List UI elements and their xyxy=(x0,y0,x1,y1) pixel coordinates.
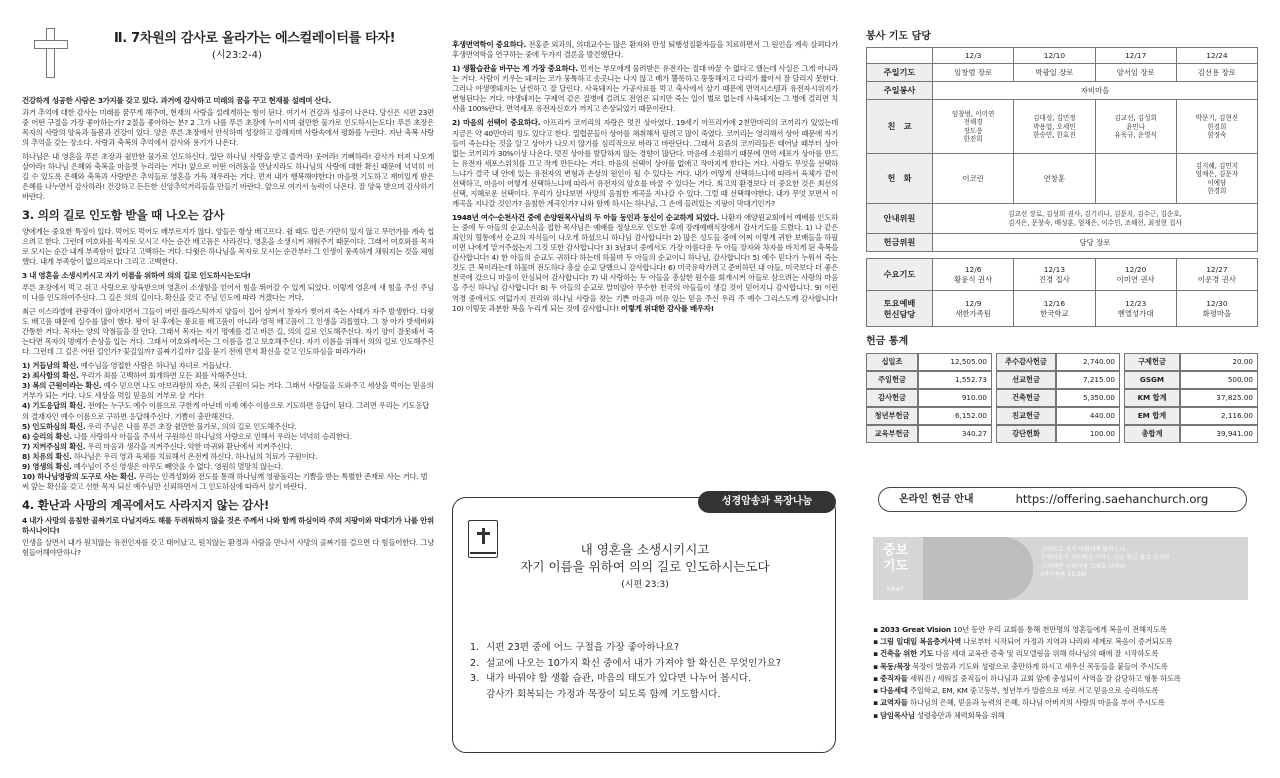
pray-logo: 중보 기도 xyxy=(883,543,909,574)
list-item: ▪ 그림 일대일 복음층거사역 나로부터 시작되어 가정과 지역과 나라와 세계로 복음이 증거되도록 xyxy=(873,636,1258,648)
table-row xyxy=(867,48,1258,64)
online-offering-label: 온라인 헌금 안내 xyxy=(899,493,974,505)
table-row: 친 교 임창범, 이미연 전해경 장도응 한진희 김대성, 김민정 박용업, 오세민 한승민, 한효진 김교선, 김성희 윤민나 유욱규, 운영식 박문기, 김현진 한경희 함정숙 xyxy=(867,100,1258,154)
list-item: 6) 승리의 확신. 나를 사랑하사 아들을 주셔서 구원하신 하나님의 사랑으로 인해서 우리는 넉넉히 승리한다. xyxy=(22,431,352,441)
prayer-topics-list xyxy=(873,624,1258,722)
paragraph: 과거 추억에 대한 감사는 미래를 꿈꾸게 해주며, 현재의 사랑을 설레게하는 힘이 된다. 여기서 건강과 성공이 나온다. 당신은 시편 23편 중 어떤 구절을 가장 좋아하는가? 2절을 좋아하는 분? 2 그가 나를 푸른 초장에 누이시며 쉴만한 물가로 인도하시는도다! 푸른 초장은 목자의 사랑의 양육과 돌봄과 건강이 있다. 양은 푸른 초장에서 안식하며 성장하고 강해지며 사랑속에서 평화를 누린다. 지난 축복 사랑의 추억을 갖는 장소다. 사랑과 축복의 추억에서 감사와 용기가 나온다. xyxy=(22,107,434,148)
list-item: ▪ 건축을 위한 기도 다음 세대 교육관 증축 및 리모델링을 위해 하나님의 때에 잘 시작하도록 xyxy=(873,648,1258,660)
question-item: 감사가 회복되는 가정과 목장이 되도록 함께 기도합시다. xyxy=(486,688,721,700)
memory-verse-card xyxy=(452,497,836,753)
cross-icon xyxy=(34,28,68,78)
table-row: 감사헌금 910.00 건축헌금 5,350.00 KM 합계 37,825.00 xyxy=(866,389,1258,407)
table-row: 주일헌금 1,552.73 선교헌금 7,215.00 GSGM 500.00 xyxy=(866,371,1258,389)
table-row: 헌금위원 담당 장로 xyxy=(867,234,1258,252)
paragraph: 1948년 여수·순천사건 중에 손양원목사님의 두 아들 동인과 동신이 순교하게 되었다. 나환자 애양원교회에서 예배를 인도하는 중에 두 아들의 순교소식을 접한 목사님은 예배를 정상으로 인도한 후에 장례예배식장에서 감사기도를 드렸다. 1) 나 같은 죄인의 혈통에서 순교의 자식들이 나오게 하셨으니 하나님 감사합니다! 2) 많은 성도들 중에 어찌 이렇게 귀한 보배들을 하필이면 나에게 맡겨주셨는지 그것 또한 감사합니다! 3) 3남3녀 중에서도 가장 아름다운 두 아들 장자와 차자를 바치게 된 축복을 감사합니다! 4) 한 아들의 순교도 귀하다 하는데 하물며 두 아들의 순교이니 하나님, 감사합니다! 5) 예수 믿다가 누워서 죽는 것도 큰 복이라는데 하물며 전도하다 총살 순교 당했으니 감사합니다! 6) 미국유학가려고 준비하던 내 아들, 미국보다 더 좋은 천국에 갔으니 마음이 안심되어 감사합니다! 7) 내 사랑하는 두 아들을 총살한 원수를 회개시켜 아들로 삼으려는 사랑의 마음을 주신 하나님 감사합니다! 8) 두 아들의 순교로 말미암아 무수한 천국의 아들들이 생길 것이 믿어지니 감사합니다. 9) 이런 역경 중에서도 여덟가지 진리와 하나님 사랑을 찾는 기쁜 마음과 여유 있는 믿음 주신 우리 주 예수 그리스도께 감사합니다! 10) 이렇듯 과분한 복을 누리게 되는 것에 감사합니다! 이렇게 위대한 감사를 배우자! xyxy=(452,213,838,313)
table-row: 수요기도 12/6 황윤식 권사 12/13 진경 집사 12/20 이미연 권사 12/27 이운경 권사 xyxy=(867,259,1258,291)
memory-verse-tab: 성경암송과 목장나눔 xyxy=(698,491,836,513)
paragraph: 하나님은 내 영혼을 푸른 초장과 쉴만한 물가로 인도하신다. 일단 하나님 사랑을 받고 즐거라! 웃어라! 기뻐하라! 감사가 터져 나오게 살아라! 하나님 은혜와 축복을 마음껏 누리라는 거다! 앞으로 어떤 어려움을 만날지라도 하나님의 사랑에 대한 확신 때문에 넉넉히 이길 수 있도록 은혜와 축복과 사랑받은 추억들로 영혼을 가득 채우라는 거다. 먼저 내가 행복해야한다! 마음껏 기도하고 재미있게 받은 은혜를 나누면서 감사하라! 건강하고 든든한 신앙추억거리들을 만들기 바란다. 앞으로 여기서 능력이 나온다. 잘 양육 받으며 감사하기 바란다. xyxy=(22,152,434,202)
assurance-list xyxy=(22,361,434,492)
intercession-banner xyxy=(873,537,1248,600)
list-item: 3) 복의 근원이라는 확신. 예수 믿으면 나도 아브라함의 자손, 복의 근원이 되는 거다. 그래서 사람들을 도와주고 세상을 먹이는 믿음의 거부가 되는 거다. 나도 세상을 먹일 믿음의 거부로 살 거다! xyxy=(22,381,434,401)
table-row: 주일기도 임창범 장로 박광일 장로 양서임 장로 김선용 장로 xyxy=(867,64,1258,82)
list-item: 4) 기도응답의 확신. 전에는 누구도 예수 이름으로 구한게 아닌데 이제 예수 이름으로 기도하면 응답이 된다. 그러면 우리는 기도응답의 결재자인 예수 이름으로 구하면 응답해주신다. 기쁨이 충만해진다. xyxy=(22,401,430,421)
date-header: 12/10 xyxy=(1014,48,1095,64)
question-item: 2. 설교에 나오는 10가지 확신 중에서 내가 가져야 할 확신은 무엇인가요? xyxy=(470,657,781,669)
paragraph: 2) 마음의 선택이 중요하다. 아프리카 코끼리의 자랑은 멋진 상아였다. 19세기 아프리카에 2천만마리의 코끼리가 있었는데 지금은 약 40만마리 정도 있다고 한다. 밀렵꾼들이 상아를 채취해서 팔려고 많이 죽였다. 코끼리는 영리해서 상아 때문에 자기들이 죽는다는 것을 알고 상아가 나오지 않기를 심리적으로 바라고 바란단다. 그래서 요즘의 코끼리들은 태어날 때부터 상아 없는 코끼리가 30%이상 나온다. 멋진 상아를 발달하지 않는 경향이 많단다. 마음에 소원하기 때문에 면역 세포가 상아를 만드는 유전자 세포스위치를 끄고 작게 만든다는 거다. 마음의 선택이 상아를 없애고 작아지게 한다는 거다. 사람도 무엇을 선택하느냐가 결국 내 안에 있는 유전자의 변형과 손상의 원인이 될 수 있다는 거다. 내가 어떻게 선택하느냐에 따라서 육체가 같이 선택하고, 마음이 어떻게 선택하느냐에 따라서 유전자의 암호를 바꿀 수 있다는 거다. 최고의 환경보다 더 중요한 것은 최선의 선택, 지혜로운 선택이다. 우리가 살다보면 사망의 음침한 계곡을 지나갈 수 있다. 그럴 때 선택해야한다. 내가 무엇 보면서 이 계곡을 지나갈 것인가? 음침한 계곡인가? 나와 함께 하시는 하나님, 그 손에 들려있는 지팡이 막대기인가? xyxy=(452,118,838,208)
list-item: 1) 거듭남의 확신. 예수님을 영접한 사람은 하나님 자녀로 거듭났다. xyxy=(22,361,232,371)
memory-verse-ref: (시편 23:3) xyxy=(621,580,669,590)
paragraph: 인생을 살면서 내가 원치않는 유전인자를 갖고 태어났고, 원치않는 환경과 사람을 만나서 사망의 골짜기를 걸으면 다 힘들어한다. 그냥 힘들어해야만하나? xyxy=(22,538,434,558)
table-row: 주일봉사 자비마을 xyxy=(867,82,1258,100)
list-item: 2) 죄사함의 확신. 우리가 죄를 고백하여 회개하면 모든 죄를 사해주신다. xyxy=(22,371,247,381)
intercession-verse: 그러므로 내가 너희에게 말하노니 무엇이든지 기도하고 구하는 것은 받은 줄로 믿으라 그리하면 너희에게 그대로 되리라 (마가복음 11:24) xyxy=(1041,547,1170,579)
section-heading-4: 4. 환난과 사망의 계곡에서도 사라지지 않는 감사! xyxy=(22,498,270,513)
table-row: 청년부헌금 6,152.00 친교헌금 440.00 EM 합계 2,116.00 xyxy=(866,407,1258,425)
sermon-continued-column xyxy=(452,40,838,318)
table-row: 안내위원 김교선 장로, 김성희 권사, 김기리나, 김문지, 김수근, 김순호, 김지은, 문창숙, 배성훈, 엄재은, 이수인, 조혜선, 최정현 집사 xyxy=(867,204,1258,234)
giving-title: 헌금 통계 xyxy=(866,336,909,348)
pray-logo-en: PRAY xyxy=(887,587,905,593)
serve-title: 봉사 기도 담당 xyxy=(866,31,931,42)
service-info-column xyxy=(866,30,1258,443)
scripture-quote: 4 내가 사망의 음침한 골짜기로 다닐지라도 해를 두려워하지 않을 것은 주께서 나와 함께 하심이라 주의 지팡이와 막대기가 나를 안위하시나이다! xyxy=(22,516,434,536)
paragraph: 1) 생활습관을 바꾸는 게 가장 중요하다. 먼저는 부모에게 물려받은 유전자는 절대 바꿀 수 없다고 했는데 사실은 그게 아니라는 거다. 사람이 키우는 돼지는 코가 뭉툭하고 송곳니는 나지 않고 배가 뿔룩하고 뚱뚱해지고 다리가 짧아서 잘 달리지 못한다. 그러나 야생멧돼지는 날씬하고 잘 달린다. 사육돼지는 가공사료를 먹고 축사에서 살기 때문에 면역시스템과 유전자시위지가 변형된다는 거다. 야생돼지는 구제역 같은 질병에 걸려도 전염은 되지만 죽는 일이 별로 없는데 사육돼지는 그 병에 걸리면 치사율 100%란다. 면역세포 유전자신호가 꺼지고 손상되었기 때문이란다. xyxy=(452,64,838,114)
list-item: ▪ 2033 Great Vision 10년 동안 우리 교회를 통해 천만명의 영혼들에게 복음이 전해지도록 xyxy=(873,624,1258,636)
table-row: 십일조 12,505.00 추수감사헌금 2,740.00 구제헌금 20.00 xyxy=(866,353,1258,371)
list-item: ▪ 다음세대 주일학교, EM, KM 중고등부, 청년부가 말씀으로 바로 서고 믿음으로 승리하도록 xyxy=(873,685,1258,697)
paragraph: 양에게는 중요한 특징이 있다. 먹어도 먹어도 배부르지가 않다. 양들은 항상 배고프다. 쉴 때도 입은 가만히 있지 않고 무언가를 계속 씹으려고 한다. 그런데 여호와를 목자로 모시고 사는 순간 배고픔은 사라진다. 영혼을 소생시켜 채워주기 때문이다. 그래서 여호와를 목자로 모시는 순간 내게 부족함이 없다고 고백하는 거다. 다윗은 하나님을 목자로 모시는 순간부터 그 인생이 풍족하게 채워지는 것을 체험했다. 내게 부족함이 없으리로다! 그리고 고백한다. xyxy=(22,226,434,266)
list-item: 8) 치유의 확신. 하나님은 우리 영과 육체를 치료해서 온전케 하신다. 하나님의 치료가 구원이다. xyxy=(22,451,318,461)
date-header: 12/17 xyxy=(1095,48,1176,64)
table-row: 교육부헌금 340.27 강단헌화 100.00 총합계 39,941.00 xyxy=(866,425,1258,443)
list-item: 5) 인도하심의 확신. 우리 주님은 나를 푸른 초장 쉴만한 물가로, 의의 길로 인도해주신다. xyxy=(22,421,297,431)
giving-stats-table xyxy=(866,353,1258,443)
paragraph: 푸른 초장에서 먹고 쉬고 사랑으로 양육받으며 영혼이 소생함을 얻어서 힘을 뛰어갈 수 있게 되었다. 이렇게 영혼에 새 힘을 주신 주님이 나를 인도하여주신다. 그 길은 의의 길이다. 확신을 갖고 주님 인도에 따라 거겠다는 거다. xyxy=(22,282,434,302)
list-item: 7) 지켜주심의 확신. 우리 마음과 생각을 지켜주신다. 악한 마귀와 환난에서 지켜주신다. xyxy=(22,441,293,451)
date-header: 12/24 xyxy=(1176,48,1257,64)
praying-hands-image xyxy=(923,537,1033,600)
table-row: 토요예배 헌신담당 12/9 새한가족팀 12/16 한국학교 12/23 벧엘성가대 12/30 화평마을 xyxy=(867,291,1258,327)
discussion-questions xyxy=(470,640,820,703)
list-item: ▪ 담임목사님 성령충만과 체력회복을 위해 xyxy=(873,710,1258,722)
list-item: ▪ 교역자들 하나님의 은혜, 믿음과 능력의 은혜, 하나님 아버지의 사랑의 마음을 부어 주시도록 xyxy=(873,697,1258,709)
online-offering-box xyxy=(878,487,1247,512)
sermon-scripture-ref: (시23:2-4) xyxy=(212,50,262,61)
list-item: ▪ 중직자들 세워진 / 세워질 중직들이 하나님과 교회 앞에 충성되이 사역을 잘 감당하고 형통 하도록 xyxy=(873,673,1258,685)
sermon-column xyxy=(22,18,434,768)
date-header: 12/3 xyxy=(933,48,1014,64)
list-item: ▪ 목동/목장 목장이 말씀과 기도와 성령으로 충만하게 하시고 세우신 목동들을 붙들어 주시도록 xyxy=(873,661,1258,673)
memory-verse-text: 내 영혼을 소생시키시고 자기 이름을 위하여 의의 길로 인도하시는도다 xyxy=(520,542,770,575)
weekday-schedule-table xyxy=(866,258,1258,327)
sermon-section-title: Ⅱ. 7차원의 감사로 올라가는 에스컬레이터를 타자! xyxy=(114,31,396,46)
service-schedule-table xyxy=(866,47,1258,252)
online-offering-link[interactable]: https://offering.saehanchurch.org xyxy=(1015,491,1209,506)
scripture-quote: 3 내 영혼을 소생시키시고 자기 이름을 위하여 의의 길로 인도하시는도다! xyxy=(22,270,251,280)
sermon-body xyxy=(22,96,434,562)
paragraph: 최근 이스라엘에 관광객이 많아지면서 그들이 버린 플라스틱까지 양들이 집어 삼켜서 창자가 찢어져 죽는 사태가 자주 발생한다. 다윗도 배고픔 때문에 실수를 많이 했다. 왕이 된 후에는 풍요를 배고픔이 아니라 영적 배고픔이 그 인생을 괴롭혔다. 그 창 아가 밧세바와 간통한 거다. 목자는 양의 약점들을 잘 안다. 그래서 목자는 자기 명예를 걸고 바른 길, 의의 길로 인도해주신다. 자기 양이 잘못돼서 죽는다면 목자의 명예가 손상을 입는 거다. 그래서 여호와께서는 그 이름을 걸고 보호해주신다. 자기 이름을 위해서 의의 길로 인도해주신다. 그런데 그 길은 어떤 길인가? 꽃길일까? 골짜기길까? 길을 묻기 전에 먼저 확신을 갖고 인도하심을 따라가라! xyxy=(22,306,434,357)
section-heading-3: 3. 의의 길로 인도함 받을 때 나오는 감사 xyxy=(22,208,225,223)
list-item: 10) 하나님영광의 도구로 사는 확신. 우리는 인격성화와 전도를 통해 하나님께 영광돌리는 기쁨을 받는 특별한 존재로 사는 거다. 벌써 앞는 확신을 갖고 선한 목자 되신 예수님만 신뢰하면서 그 인도하심에 따라서 살기 바란다. xyxy=(22,471,428,491)
list-item: 9) 영생의 확신. 예수님이 주신 영생은 아무도 빼앗을 수 없다. 영원히 멸망치 않는다. xyxy=(22,461,283,471)
table-row: 헌 화 이코린 연창훈 김지혜, 김민지 엄채은, 김문자 이예담 한경희 xyxy=(867,154,1258,204)
question-item: 1. 시편 23편 중에 어느 구절을 가장 좋아하나요? xyxy=(470,642,680,653)
intro-heading: 건강하게 성공한 사람은 3가지를 갖고 있다. 과거에 감사하고 미래의 꿈을 꾸고 현재를 설레며 산다. xyxy=(22,96,331,105)
question-item: 3. 내가 바꿔야 할 생활 습관, 마음의 태도가 있다면 나누어 봅시다. xyxy=(470,673,752,685)
paragraph: 후생면역학이 중요하다. 전홍준 외과의, 의대교수는 많은 환자와 만성 퇴행성질환자들을 치료하면서 그 원인을 계속 살펴다가 후생면역학을 연구하는 중에 두가지 결론을 발견했단다. xyxy=(452,40,838,60)
